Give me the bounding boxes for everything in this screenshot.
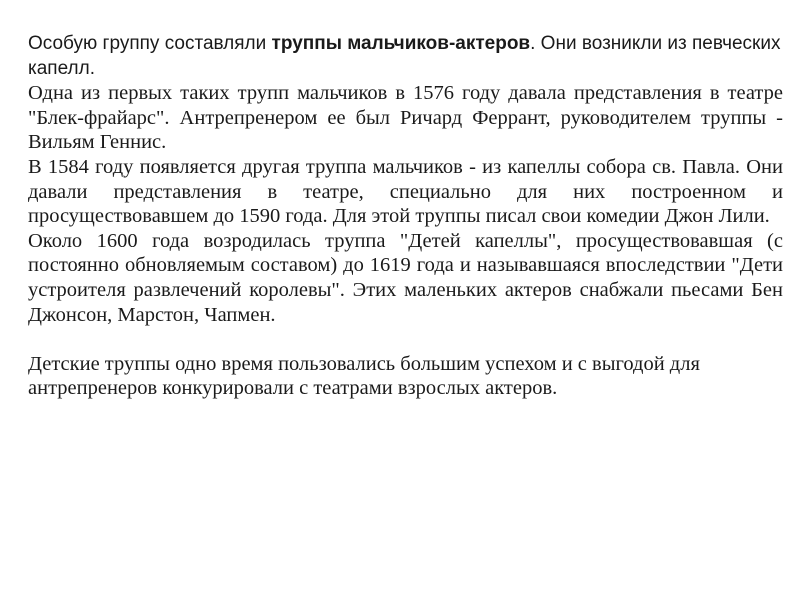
paragraph-blackfriars-troupe: Одна из первых таких трупп мальчиков в 1576 году давала представления в театре "Блек-фрайарс". Антрепренером ее был Ричард Феррант, руководителем труппы - Вильям Геннис. [28,82,783,154]
slide-text-body [28,32,783,401]
paragraph-spacer [28,327,783,352]
intro-text-start: Особую группу составляли [28,33,272,54]
paragraph-st-pauls-troupe: В 1584 году появляется другая труппа мальчиков - из капеллы собора св. Павла. Они давали представления в театре, специально для них построенном и просуществовавшем до 1590 года. Для этой труппы писал свои комедии Джон Лили. [28,155,783,228]
paragraph-children-of-chapel: Около 1600 года возродилась труппа "Детей капеллы", просуществовавшая (с постоянно обновляемым составом) до 1619 года и называвшаяся впоследствии "Дети устроителя развлечений королевы". Этих маленьких актеров снабжали пьесами Бен Джонсон, Марстон, Чапмен. [28,229,783,326]
paragraph-boy-troupes-intro [28,32,783,81]
intro-text-end: . Они возникли из певческих капелл. [28,33,781,79]
paragraph-children-troupes-success: Детские труппы одно время пользовались большим успехом и с выгодой для антрепренеров конкурировали с театрами взрослых актеров. [28,352,700,400]
intro-bold-term: труппы мальчиков-актеров [271,33,531,54]
